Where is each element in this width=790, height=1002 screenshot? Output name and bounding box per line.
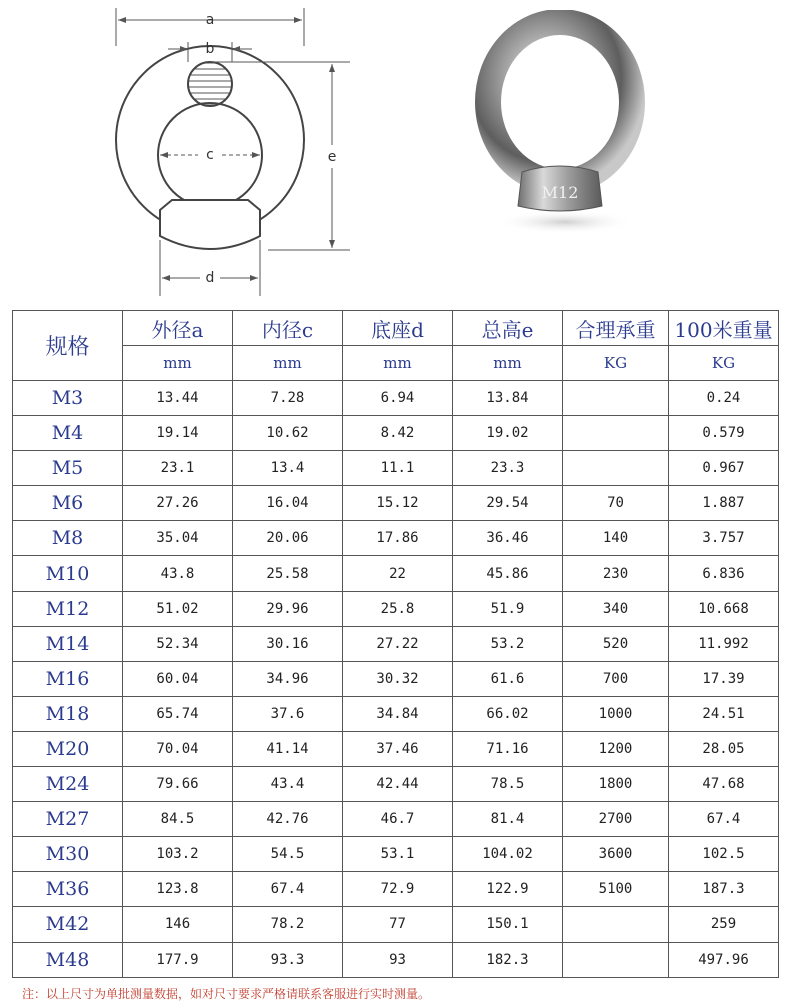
- height-cell: 104.02: [453, 837, 563, 872]
- height-cell: 51.9: [453, 591, 563, 626]
- weight-cell: 497.96: [669, 942, 779, 977]
- dimension-diagram: [100, 0, 380, 300]
- load-cell: 1200: [563, 731, 669, 766]
- weight-cell: 187.3: [669, 872, 779, 907]
- outer-diameter-cell: 23.1: [123, 451, 233, 486]
- table-row: [13, 661, 779, 696]
- footnote: 注：以上尺寸为单批测量数据，如对尺寸要求严格请联系客服进行实时测量。: [22, 987, 431, 1001]
- weight-cell: 0.579: [669, 416, 779, 451]
- product-illustration: [0, 0, 790, 305]
- table-row: [13, 451, 779, 486]
- outer-diameter-cell: 51.02: [123, 591, 233, 626]
- nut-marking: M12: [541, 183, 579, 202]
- inner-diameter-cell: 20.06: [233, 521, 343, 556]
- outer-diameter-cell: 43.8: [123, 556, 233, 591]
- base-cell: 27.22: [343, 626, 453, 661]
- spec-table: [12, 310, 779, 978]
- base-cell: 34.84: [343, 696, 453, 731]
- weight-cell: 67.4: [669, 802, 779, 837]
- outer-diameter-cell: 177.9: [123, 942, 233, 977]
- size-cell: M3: [13, 381, 123, 416]
- load-cell: 340: [563, 591, 669, 626]
- base-cell: 11.1: [343, 451, 453, 486]
- height-cell: 36.46: [453, 521, 563, 556]
- inner-diameter-cell: 93.3: [233, 942, 343, 977]
- height-cell: 23.3: [453, 451, 563, 486]
- weight-cell: 6.836: [669, 556, 779, 591]
- size-cell: M30: [13, 837, 123, 872]
- size-cell: M24: [13, 767, 123, 802]
- table-row: [13, 837, 779, 872]
- inner-diameter-cell: 43.4: [233, 767, 343, 802]
- outer-diameter-cell: 60.04: [123, 661, 233, 696]
- table-row: [13, 416, 779, 451]
- table-row: [13, 907, 779, 942]
- base-cell: 93: [343, 942, 453, 977]
- unit-row: [13, 346, 779, 381]
- size-cell: M20: [13, 731, 123, 766]
- unit-cell: KG: [563, 346, 669, 381]
- height-cell: 29.54: [453, 486, 563, 521]
- weight-cell: 11.992: [669, 626, 779, 661]
- inner-diameter-cell: 10.62: [233, 416, 343, 451]
- base-cell: 53.1: [343, 837, 453, 872]
- weight-cell: 1.887: [669, 486, 779, 521]
- table-row: [13, 486, 779, 521]
- spec-table-body: [13, 381, 779, 978]
- height-cell: 81.4: [453, 802, 563, 837]
- header-load: 合理承重: [563, 311, 669, 346]
- load-cell: 230: [563, 556, 669, 591]
- outer-diameter-cell: 84.5: [123, 802, 233, 837]
- weight-cell: 0.24: [669, 381, 779, 416]
- height-cell: 45.86: [453, 556, 563, 591]
- weight-cell: 3.757: [669, 521, 779, 556]
- outer-diameter-cell: 65.74: [123, 696, 233, 731]
- inner-diameter-cell: 29.96: [233, 591, 343, 626]
- table-row: [13, 626, 779, 661]
- size-cell: M42: [13, 907, 123, 942]
- inner-diameter-cell: 37.6: [233, 696, 343, 731]
- dim-label-c: c: [206, 147, 214, 163]
- load-cell: [563, 451, 669, 486]
- unit-cell: mm: [123, 346, 233, 381]
- inner-diameter-cell: 34.96: [233, 661, 343, 696]
- outer-diameter-cell: 19.14: [123, 416, 233, 451]
- load-cell: 1800: [563, 767, 669, 802]
- table-row: [13, 381, 779, 416]
- base-cell: 46.7: [343, 802, 453, 837]
- inner-diameter-cell: 13.4: [233, 451, 343, 486]
- outer-diameter-cell: 27.26: [123, 486, 233, 521]
- size-cell: M12: [13, 591, 123, 626]
- height-cell: 71.16: [453, 731, 563, 766]
- weight-cell: 259: [669, 907, 779, 942]
- outer-diameter-cell: 70.04: [123, 731, 233, 766]
- weight-cell: 28.05: [669, 731, 779, 766]
- size-cell: M14: [13, 626, 123, 661]
- header-base: 底座d: [343, 311, 453, 346]
- load-cell: 2700: [563, 802, 669, 837]
- outer-diameter-cell: 146: [123, 907, 233, 942]
- load-cell: 520: [563, 626, 669, 661]
- base-cell: 77: [343, 907, 453, 942]
- dim-label-a: a: [205, 12, 215, 28]
- size-cell: M10: [13, 556, 123, 591]
- table-row: [13, 802, 779, 837]
- outer-diameter-cell: 35.04: [123, 521, 233, 556]
- outer-diameter-cell: 123.8: [123, 872, 233, 907]
- base-cell: 37.46: [343, 731, 453, 766]
- height-cell: 150.1: [453, 907, 563, 942]
- inner-diameter-cell: 42.76: [233, 802, 343, 837]
- height-cell: 122.9: [453, 872, 563, 907]
- load-cell: 70: [563, 486, 669, 521]
- outer-diameter-cell: 13.44: [123, 381, 233, 416]
- header-weight: 100米重量: [669, 311, 779, 346]
- eye-nut-photo: [470, 10, 660, 240]
- unit-cell: mm: [233, 346, 343, 381]
- base-cell: 25.8: [343, 591, 453, 626]
- table-row: [13, 731, 779, 766]
- table-row: [13, 521, 779, 556]
- unit-cell: mm: [343, 346, 453, 381]
- table-row: [13, 591, 779, 626]
- load-cell: [563, 416, 669, 451]
- inner-diameter-cell: 67.4: [233, 872, 343, 907]
- base-cell: 15.12: [343, 486, 453, 521]
- base-cell: 17.86: [343, 521, 453, 556]
- load-cell: 700: [563, 661, 669, 696]
- unit-cell: KG: [669, 346, 779, 381]
- size-cell: M18: [13, 696, 123, 731]
- weight-cell: 10.668: [669, 591, 779, 626]
- load-cell: [563, 942, 669, 977]
- height-cell: 53.2: [453, 626, 563, 661]
- outer-diameter-cell: 79.66: [123, 767, 233, 802]
- dim-label-d: d: [205, 270, 215, 286]
- inner-diameter-cell: 30.16: [233, 626, 343, 661]
- load-cell: 3600: [563, 837, 669, 872]
- dim-label-b: b: [205, 41, 215, 57]
- base-cell: 30.32: [343, 661, 453, 696]
- table-row: [13, 872, 779, 907]
- load-cell: 140: [563, 521, 669, 556]
- outer-diameter-cell: 103.2: [123, 837, 233, 872]
- base-cell: 8.42: [343, 416, 453, 451]
- height-cell: 66.02: [453, 696, 563, 731]
- header-inner-diameter: 内径c: [233, 311, 343, 346]
- header-outer-diameter: 外径a: [123, 311, 233, 346]
- weight-cell: 102.5: [669, 837, 779, 872]
- unit-cell: mm: [453, 346, 563, 381]
- size-cell: M48: [13, 942, 123, 977]
- size-cell: M8: [13, 521, 123, 556]
- table-row: [13, 942, 779, 977]
- height-cell: 61.6: [453, 661, 563, 696]
- height-cell: 182.3: [453, 942, 563, 977]
- table-row: [13, 767, 779, 802]
- size-cell: M16: [13, 661, 123, 696]
- size-cell: M4: [13, 416, 123, 451]
- height-cell: 78.5: [453, 767, 563, 802]
- size-cell: M5: [13, 451, 123, 486]
- load-cell: [563, 907, 669, 942]
- load-cell: 1000: [563, 696, 669, 731]
- weight-cell: 24.51: [669, 696, 779, 731]
- height-cell: 19.02: [453, 416, 563, 451]
- header-total-height: 总高e: [453, 311, 563, 346]
- inner-diameter-cell: 78.2: [233, 907, 343, 942]
- spec-table-container: [12, 310, 778, 978]
- weight-cell: 47.68: [669, 767, 779, 802]
- base-cell: 6.94: [343, 381, 453, 416]
- base-cell: 42.44: [343, 767, 453, 802]
- size-cell: M27: [13, 802, 123, 837]
- weight-cell: 0.967: [669, 451, 779, 486]
- base-cell: 22: [343, 556, 453, 591]
- inner-diameter-cell: 41.14: [233, 731, 343, 766]
- load-cell: 5100: [563, 872, 669, 907]
- inner-diameter-cell: 16.04: [233, 486, 343, 521]
- load-cell: [563, 381, 669, 416]
- dim-label-e: e: [327, 149, 337, 165]
- inner-diameter-cell: 54.5: [233, 837, 343, 872]
- size-cell: M6: [13, 486, 123, 521]
- outer-diameter-cell: 52.34: [123, 626, 233, 661]
- table-row: [13, 696, 779, 731]
- weight-cell: 17.39: [669, 661, 779, 696]
- inner-diameter-cell: 25.58: [233, 556, 343, 591]
- header-spec: 规格: [13, 311, 123, 381]
- size-cell: M36: [13, 872, 123, 907]
- height-cell: 13.84: [453, 381, 563, 416]
- header-row: [13, 311, 779, 346]
- inner-diameter-cell: 7.28: [233, 381, 343, 416]
- base-cell: 72.9: [343, 872, 453, 907]
- table-row: [13, 556, 779, 591]
